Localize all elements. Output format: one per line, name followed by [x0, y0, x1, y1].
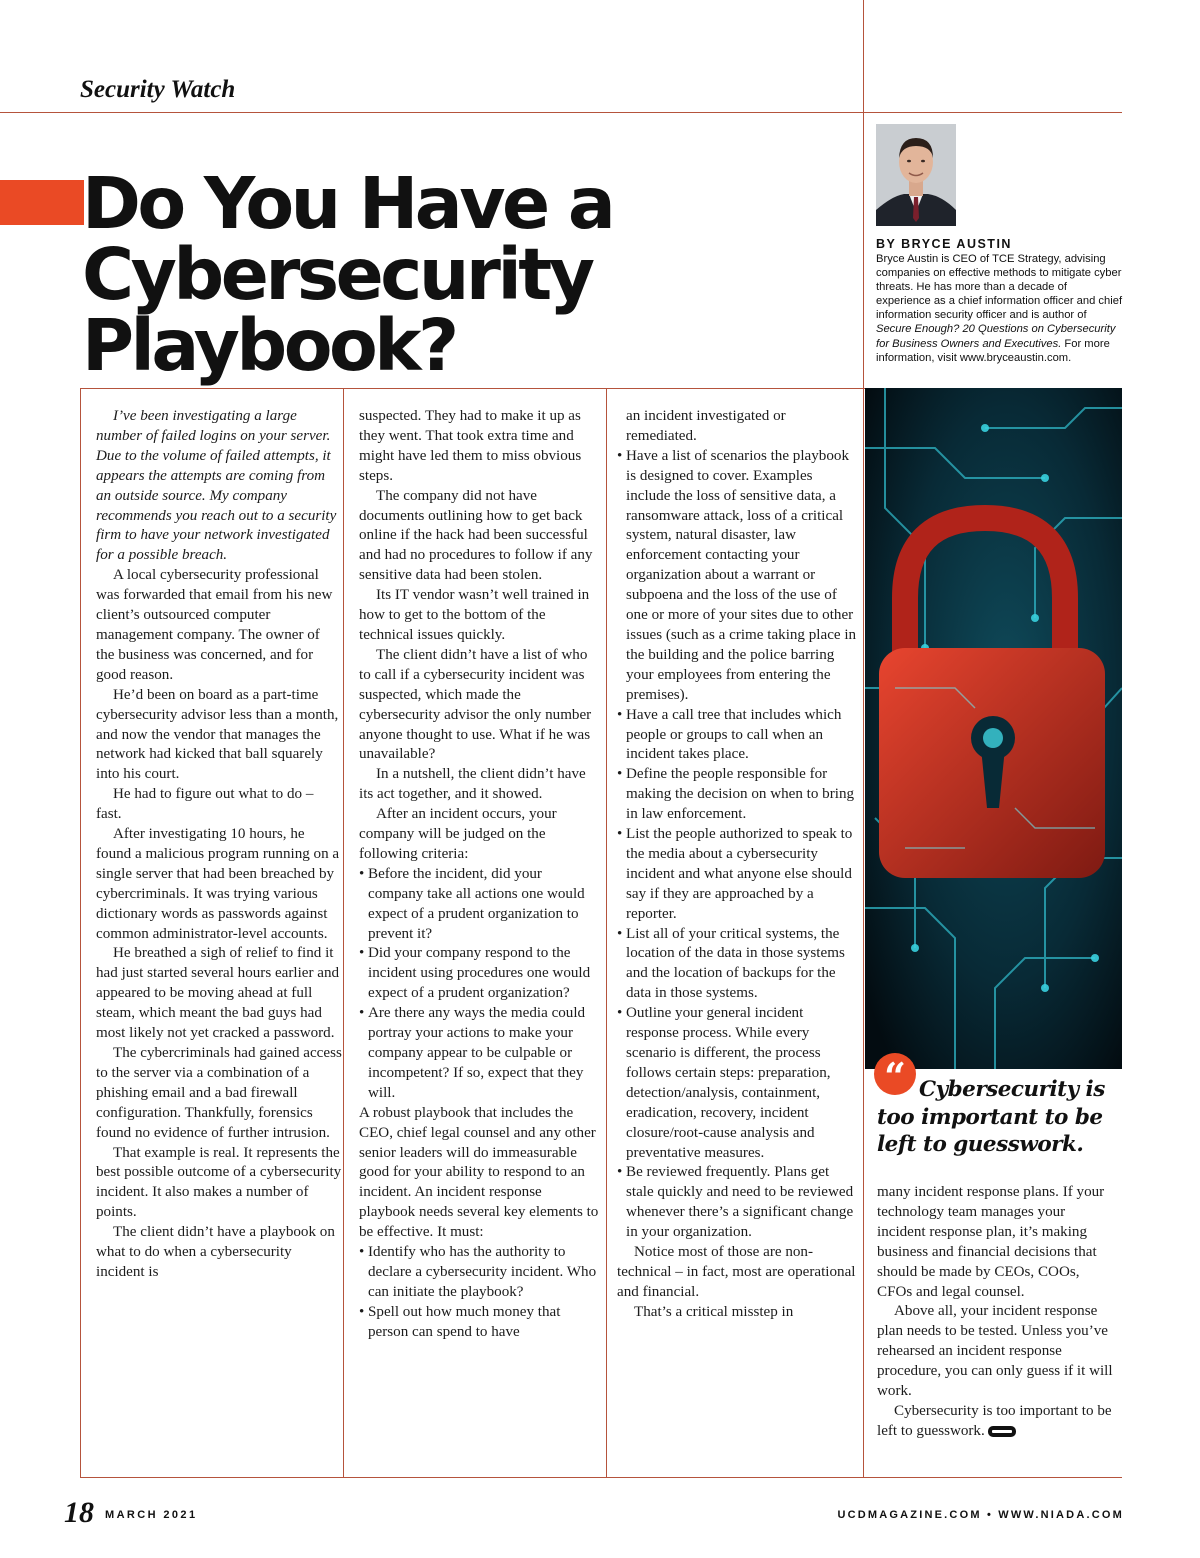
article-column-2 — [359, 407, 601, 1343]
title-accent-bar — [0, 180, 84, 225]
body-paragraph: After investigating 10 hours, he found a malicious program running on a single server that had been breached by cybercriminals. It was trying various dictionary words as passwords against common administrator-level accounts. — [96, 826, 340, 942]
bullet-item: • Define the people responsible for making the decision on when to bring in law enforcement. — [617, 765, 857, 825]
page-number: 18 — [64, 1496, 94, 1529]
author-photo — [876, 124, 956, 226]
article-column-1 — [96, 407, 342, 1283]
author-bio-text: Bryce Austin is CEO of TCE Strategy, advising companies on effective methods to mitigate cyber threats. He has more than a decade of experience as a chief information officer and chief information security officer and is author of — [876, 253, 1123, 322]
body-paragraph: The client didn’t have a list of who to call if a cybersecurity incident was suspected, which made the cybersecurity advisor the only number anyone thought to use. What if he was unavailable? — [359, 646, 592, 763]
svg-text:“: “ — [884, 1054, 906, 1096]
body-paragraph: That’s a critical misstep in — [634, 1303, 794, 1320]
padlock-circuit-illustration — [865, 388, 1122, 1069]
bullet-item: • Outline your general incident response process. While every scenario is different, the process follows certain steps: preparation, detection/analysis, containment, eradication, recovery, incident closure/root-cause analysis and preventative measures. — [617, 1004, 857, 1163]
body-paragraph: In a nutshell, the client didn’t have its act together, and it showed. — [359, 766, 586, 803]
closing-paragraph — [877, 1402, 1115, 1442]
issue-date: MARCH 2021 — [105, 1509, 198, 1521]
closing-text: Cybersecurity is too important to be left to guesswork. — [877, 1402, 1112, 1439]
body-paragraph: suspected. They had to make it up as they went. That took extra time and might have led them to miss obvious steps. — [359, 408, 582, 484]
bottom-divider — [80, 1477, 1122, 1478]
pull-quote-text: Cybersecurity is too important to be left to guesswork. — [877, 1077, 1105, 1157]
body-paragraph: A local cybersecurity professional was forwarded that email from his new client’s outsourced computer management company. The owner of the business was concerned, and for good reason. — [96, 567, 333, 683]
pull-quote — [877, 1076, 1122, 1159]
author-bio-text: For more information, visit www.bryceaustin.com. — [876, 337, 1110, 364]
body-paragraph: Notice most of those are non-technical – in fact, most are operational and financial. — [617, 1244, 856, 1300]
body-paragraph: The company did not have documents outlining how to get back online if the hack had been successful and had no procedures to follow if any sensitive data had been stolen. — [359, 487, 593, 584]
body-paragraph: The client didn’t have a playbook on what to do when a cybersecurity incident is — [96, 1224, 335, 1280]
bullet-item: • Did your company respond to the incident using procedures one would expect of a prudent organization? — [359, 944, 601, 1004]
body-paragraph: He breathed a sigh of relief to find it had just started several hours earlier and appeared to be moving ahead at full steam, which meant the bad guys had most likely not yet cracked a password. — [96, 945, 340, 1042]
top-divider — [0, 112, 1122, 113]
body-paragraph: He had to figure out what to do – fast. — [96, 786, 314, 823]
lead-paragraph: I’ve been investigating a large number of failed logins on your server. Due to the volume of failed attempts, it appears the attempts are coming from an outside source. My company recommends you reach out to a security firm to have your network investigated for a possible breach. — [96, 408, 337, 564]
author-bio — [876, 252, 1124, 365]
column-divider-3 — [606, 388, 607, 1478]
body-top-divider — [80, 388, 865, 389]
title-line: Playbook? — [82, 304, 456, 387]
column-divider-2 — [343, 388, 344, 1478]
bullet-item: • Have a list of scenarios the playbook is designed to cover. Examples include the loss of sensitive data, a ransomware attack, loss of a critical system, natural disaster, law enforcement contacting your organization about a warrant or subpoena and the loss of the use of one or more of your sites due to other issues (such as a crime taking place in the building and the police barring your employees from entering the premises). — [617, 447, 857, 706]
author-byline: BY BRYCE AUSTIN — [876, 237, 1012, 251]
body-paragraph: That example is real. It represents the best possible outcome of a cybersecurity incident. It also makes a number of points. — [96, 1144, 342, 1221]
site-url: UCDMAGAZINE.COM • WWW.NIADA.COM — [837, 1509, 1124, 1521]
body-paragraph: After an incident occurs, your company will be judged on the following criteria: — [359, 806, 557, 862]
body-paragraph: A robust playbook that includes the CEO, chief legal counsel and any other senior leaders will do immeasurable good for your ability to respond to an incident. An incident response playbook needs several key elements to be effective. It must: — [359, 1104, 599, 1241]
end-mark-icon — [988, 1426, 1016, 1437]
bullet-item: • List all of your critical systems, the location of the data in those systems and the location of backups for the data in those systems. — [617, 925, 857, 1005]
bullet-item: • List the people authorized to speak to the media about a cybersecurity incident and what anyone else should say if they are approached by a reporter. — [617, 825, 857, 925]
body-paragraph: Above all, your incident response plan needs to be tested. Unless you’ve rehearsed an incident response procedure, you can only guess if it will work. — [877, 1303, 1113, 1400]
body-paragraph: The cybercriminals had gained access to the server via a combination of a phishing email and a bad firewall configuration. Thankfully, forensics found no evidence of further intrusion. — [96, 1045, 342, 1141]
body-paragraph: Its IT vendor wasn’t well trained in how to get to the bottom of the technical issues quickly. — [359, 587, 590, 643]
body-paragraph: He’d been on board as a part-time cybersecurity advisor less than a month, and now the vendor that manages the network had kicked that ball squarely into his court. — [96, 686, 339, 783]
body-paragraph: many incident response plans. If your technology team manages your incident response plan, it’s making business and financial decisions that should be made by CEOs, COOs, CFOs and legal counsel. — [877, 1184, 1105, 1300]
section-label: Security Watch — [80, 76, 236, 103]
bullet-item: • Have a call tree that includes which people or groups to call when an incident takes place. — [617, 706, 857, 766]
article-column-4 — [877, 1183, 1115, 1442]
bullet-item: • Identify who has the authority to declare a cybersecurity incident. Who can initiate the playbook? — [359, 1243, 601, 1303]
right-column-divider — [863, 0, 864, 1478]
bullet-item: • Are there any ways the media could portray your actions to make your company appear to be culpable or incompetent? If so, expect that they will. — [359, 1004, 601, 1104]
bullet-item: • Be reviewed frequently. Plans get stale quickly and need to be reviewed whenever there’s a significant change in your organization. — [617, 1163, 857, 1243]
body-paragraph: an incident investigated or remediated. — [626, 408, 786, 444]
column-divider-1 — [80, 388, 81, 1478]
bullet-item: • Spell out how much money that person can spend to have — [359, 1303, 601, 1343]
title-line: Do You Have a — [82, 162, 613, 245]
author-book-title: Secure Enough? 20 Questions on Cybersecurity for Business Owners and Executives. — [876, 323, 1116, 350]
bullet-item: • Before the incident, did your company take all actions one would expect of a prudent organization to prevent it? — [359, 865, 601, 945]
article-column-3 — [617, 407, 857, 1323]
title-line: Cybersecurity — [82, 233, 592, 316]
article-title — [82, 162, 682, 387]
